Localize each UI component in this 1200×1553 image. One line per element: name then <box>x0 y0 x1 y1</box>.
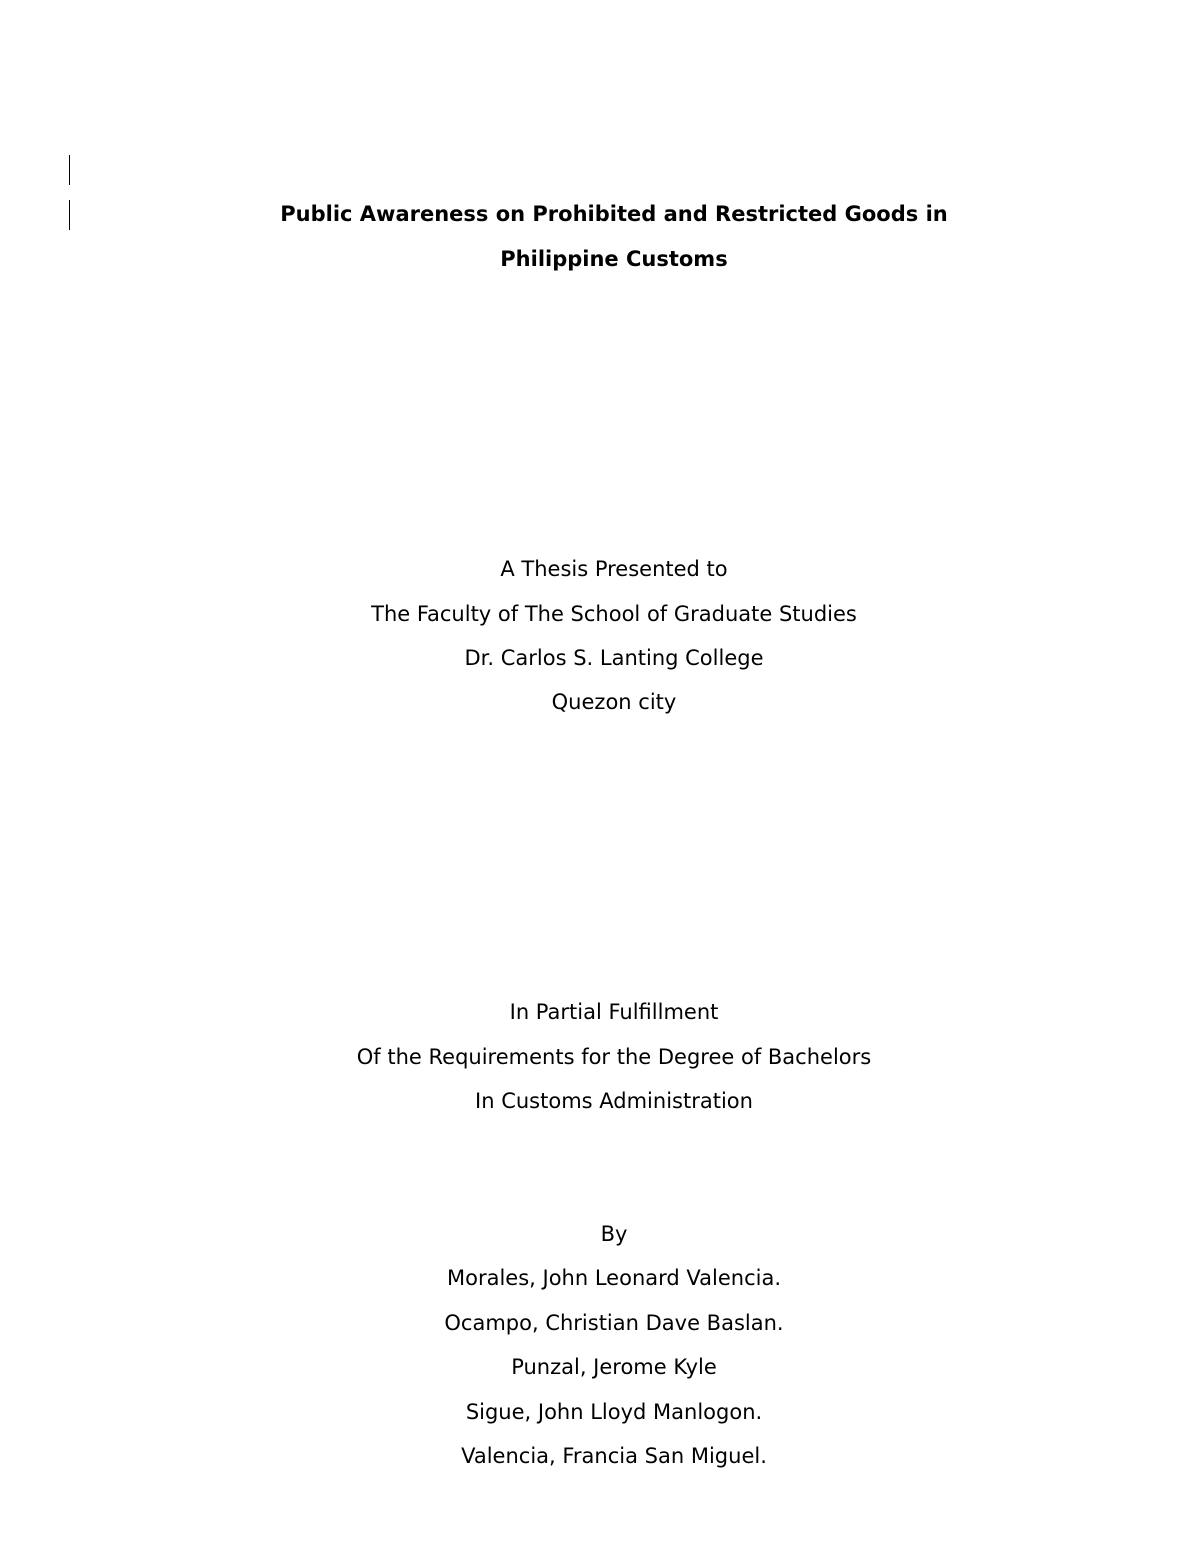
author-name: Sigue, John Lloyd Manlogon. <box>465 1400 763 1424</box>
author-name: Ocampo, Christian Dave Baslan. <box>444 1311 784 1335</box>
change-bar <box>69 155 70 185</box>
author-name: Valencia, Francia San Miguel. <box>461 1444 767 1468</box>
author-name: Morales, John Leonard Valencia. <box>447 1266 781 1290</box>
fulfillment-line-2: Of the Requirements for the Degree of Bachelors <box>356 1045 872 1069</box>
by-label: By <box>600 1222 628 1246</box>
presentation-line-2: The Faculty of The School of Graduate Studies <box>371 602 857 626</box>
presentation-line-1: A Thesis Presented to <box>500 557 728 581</box>
presentation-line-4: Quezon city <box>551 690 677 714</box>
fulfillment-line-3: In Customs Administration <box>475 1089 753 1113</box>
thesis-title-line-1: Public Awareness on Prohibited and Restricted Goods in <box>280 202 948 226</box>
author-name: Punzal, Jerome Kyle <box>511 1355 717 1379</box>
fulfillment-line-1: In Partial Fulfillment <box>509 1000 719 1024</box>
thesis-title-line-2: Philippine Customs <box>500 247 728 271</box>
presentation-line-3: Dr. Carlos S. Lanting College <box>464 646 764 670</box>
